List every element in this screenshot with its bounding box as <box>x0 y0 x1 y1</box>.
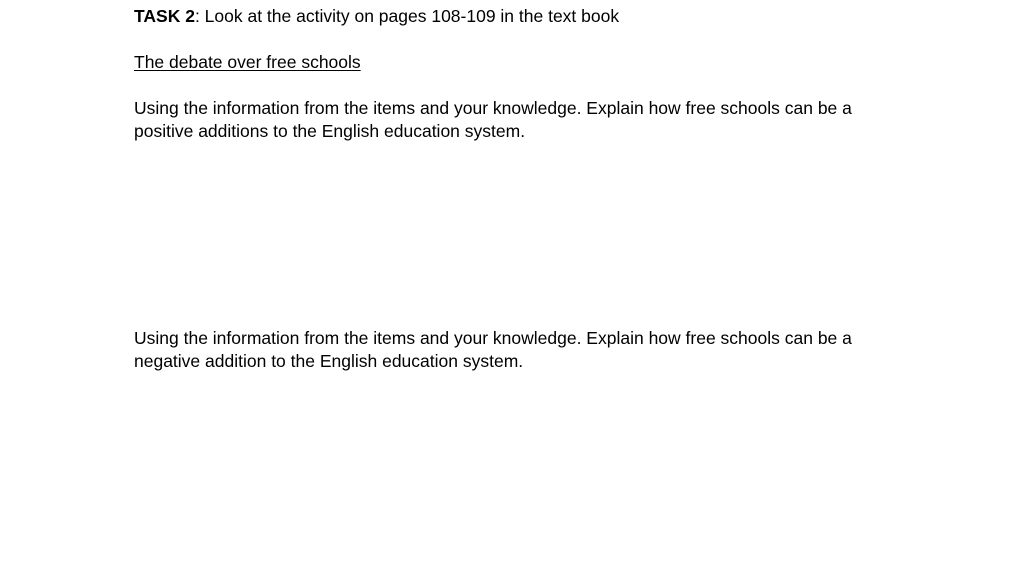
task-line <box>134 5 894 28</box>
question-positive: Using the information from the items and your knowledge. Explain how free schools can be a positive additions to the English education system. <box>134 98 852 141</box>
task-label: TASK 2 <box>134 6 195 26</box>
task-instruction: : Look at the activity on pages 108-109 in the text book <box>194 6 620 26</box>
section-heading <box>134 51 894 74</box>
question-negative: Using the information from the items and your knowledge. Explain how free schools can be a negative addition to the English education system. <box>134 328 852 371</box>
section-heading-text: The debate over free schools <box>134 52 361 72</box>
